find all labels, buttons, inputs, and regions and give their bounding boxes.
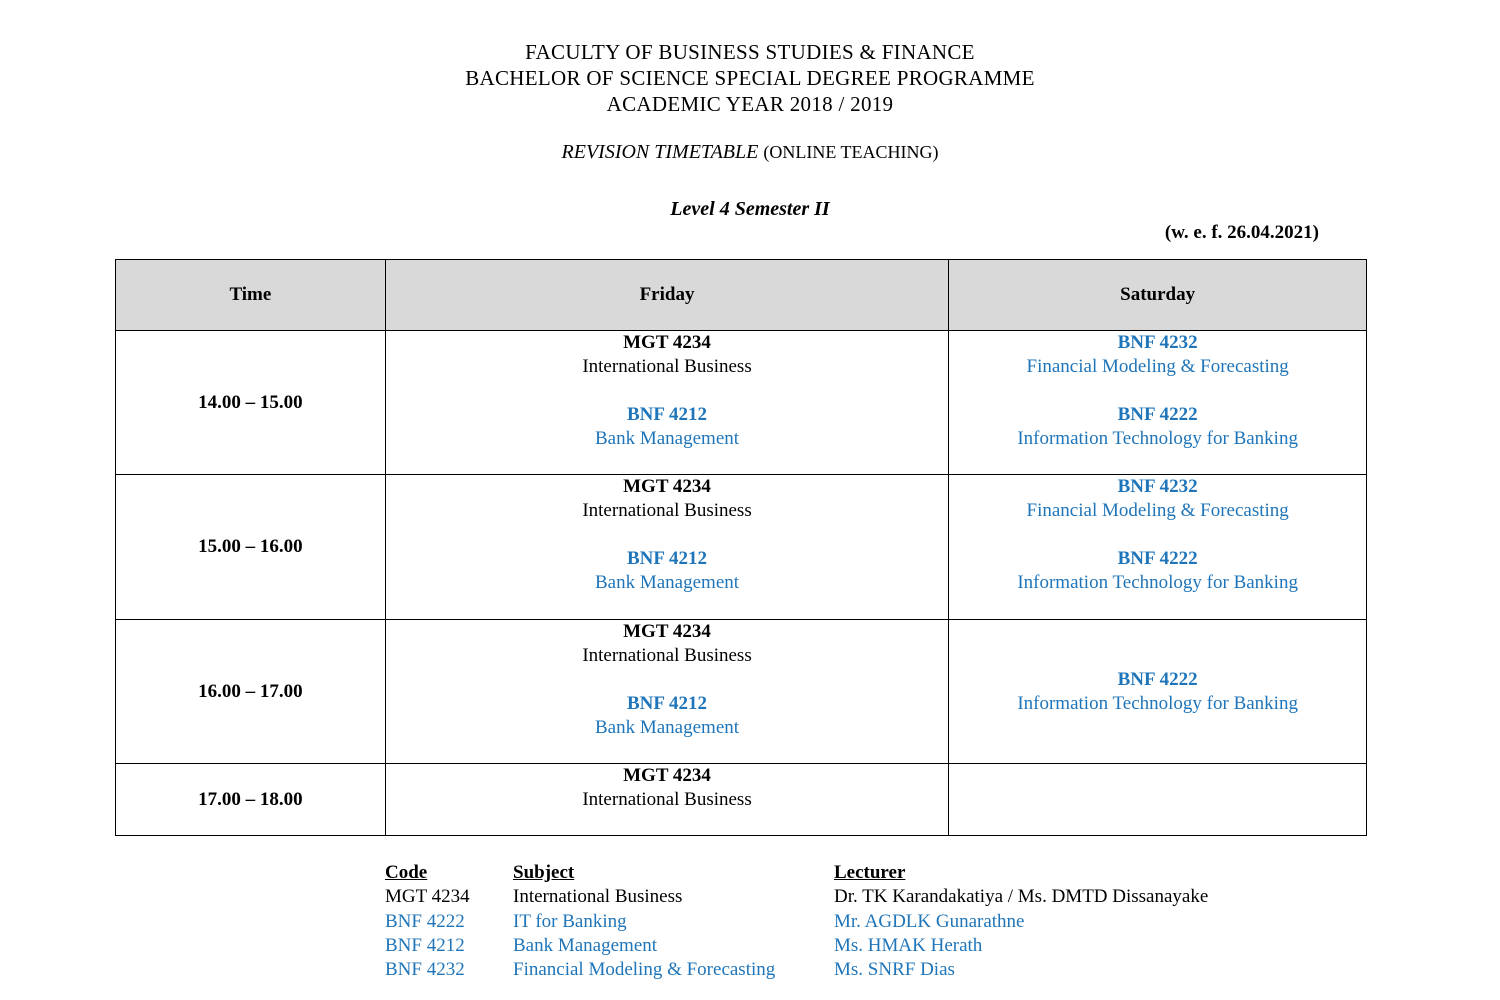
friday-cell [385, 620, 949, 764]
course-entry [386, 620, 949, 668]
revision-title: REVISION TIMETABLE [561, 141, 759, 163]
course-entry [949, 475, 1366, 523]
legend-code: MGT 4234 [385, 886, 470, 908]
legend-subject: Financial Modeling & Forecasting [513, 959, 776, 981]
course-code: BNF 4212 [627, 548, 708, 569]
saturday-cell [949, 620, 1367, 764]
legend-subject: Bank Management [513, 934, 658, 956]
timetable-row [116, 475, 1367, 620]
course-code: MGT 4234 [623, 332, 711, 353]
col-header-friday: Friday [385, 260, 949, 331]
course-name: International Business [582, 789, 752, 810]
legend-lecturer: Ms. HMAK Herath [834, 934, 983, 956]
effective-date: (w. e. f. 26.04.2021) [1164, 222, 1319, 243]
revision-heading [0, 141, 1500, 164]
legend-code: BNF 4212 [385, 934, 465, 956]
course-code: MGT 4234 [623, 476, 711, 497]
col-header-time: Time [116, 260, 386, 331]
course-entry [386, 475, 949, 523]
legend-subject-header: Subject [513, 862, 575, 883]
course-entry [386, 403, 949, 451]
legend-lecturer-column [834, 861, 1208, 982]
saturday-cell [949, 475, 1367, 620]
course-name: Information Technology for Banking [1017, 572, 1298, 593]
legend-code-column [385, 861, 470, 982]
course-code: BNF 4222 [1117, 668, 1198, 690]
timetable-row [116, 764, 1367, 836]
course-name: Financial Modeling & Forecasting [1026, 356, 1289, 377]
saturday-cell [949, 764, 1367, 836]
course-name: International Business [582, 356, 752, 377]
timetable-header-row [116, 260, 1367, 331]
legend-code-header: Code [385, 862, 428, 883]
course-code: MGT 4234 [623, 765, 711, 786]
legend-lecturer: Dr. TK Karandakatiya / Ms. DMTD Dissanayake [834, 886, 1209, 908]
time-slot: 16.00 – 17.00 [116, 620, 386, 764]
friday-cell [385, 331, 949, 475]
course-code: BNF 4222 [1117, 404, 1198, 425]
legend-code: BNF 4222 [385, 910, 465, 932]
col-header-saturday: Saturday [949, 260, 1367, 331]
course-code: MGT 4234 [623, 621, 711, 642]
legend-lecturer: Ms. SNRF Dias [834, 959, 955, 981]
faculty-title: FACULTY OF BUSINESS STUDIES & FINANCE [525, 40, 975, 64]
course-code: BNF 4222 [1117, 548, 1198, 569]
course-code: BNF 4212 [627, 404, 708, 425]
timetable-row [116, 620, 1367, 764]
legend-lecturer: Mr. AGDLK Gunarathne [834, 910, 1025, 932]
legend-lecturer-header: Lecturer [834, 862, 906, 883]
course-entry [386, 692, 949, 740]
course-code: BNF 4232 [1117, 476, 1198, 497]
course-name: International Business [582, 500, 752, 521]
legend-subject: International Business [513, 886, 683, 908]
course-name: Information Technology for Banking [1017, 428, 1298, 449]
timetable [115, 259, 1367, 836]
time-slot: 15.00 – 16.00 [116, 475, 386, 620]
course-entry [386, 331, 949, 379]
legend-subject-column [513, 861, 775, 982]
course-entry [949, 668, 1366, 716]
course-name: Bank Management [595, 572, 740, 593]
timetable-row [116, 331, 1367, 475]
programme-title: BACHELOR OF SCIENCE SPECIAL DEGREE PROGRAMME [465, 66, 1035, 90]
legend-code: BNF 4232 [385, 959, 465, 981]
course-entry [386, 764, 949, 812]
course-code: BNF 4232 [1117, 332, 1198, 353]
time-slot: 14.00 – 15.00 [116, 331, 386, 475]
course-name: Bank Management [595, 428, 740, 449]
level-semester: Level 4 Semester II [670, 198, 830, 220]
course-entry [949, 403, 1366, 451]
friday-cell [385, 475, 949, 620]
course-name: Bank Management [595, 717, 740, 738]
course-entry [386, 547, 949, 595]
legend-subject: IT for Banking [513, 910, 627, 932]
revision-note: (ONLINE TEACHING) [763, 142, 939, 162]
course-entry [949, 331, 1366, 379]
course-code: BNF 4212 [627, 693, 708, 714]
course-name: International Business [582, 645, 752, 666]
academic-year: ACADEMIC YEAR 2018 / 2019 [606, 92, 894, 116]
friday-cell [385, 764, 949, 836]
course-name: Information Technology for Banking [1017, 692, 1298, 714]
saturday-cell [949, 331, 1367, 475]
course-name: Financial Modeling & Forecasting [1026, 500, 1289, 521]
course-entry [949, 547, 1366, 595]
time-slot: 17.00 – 18.00 [116, 764, 386, 836]
